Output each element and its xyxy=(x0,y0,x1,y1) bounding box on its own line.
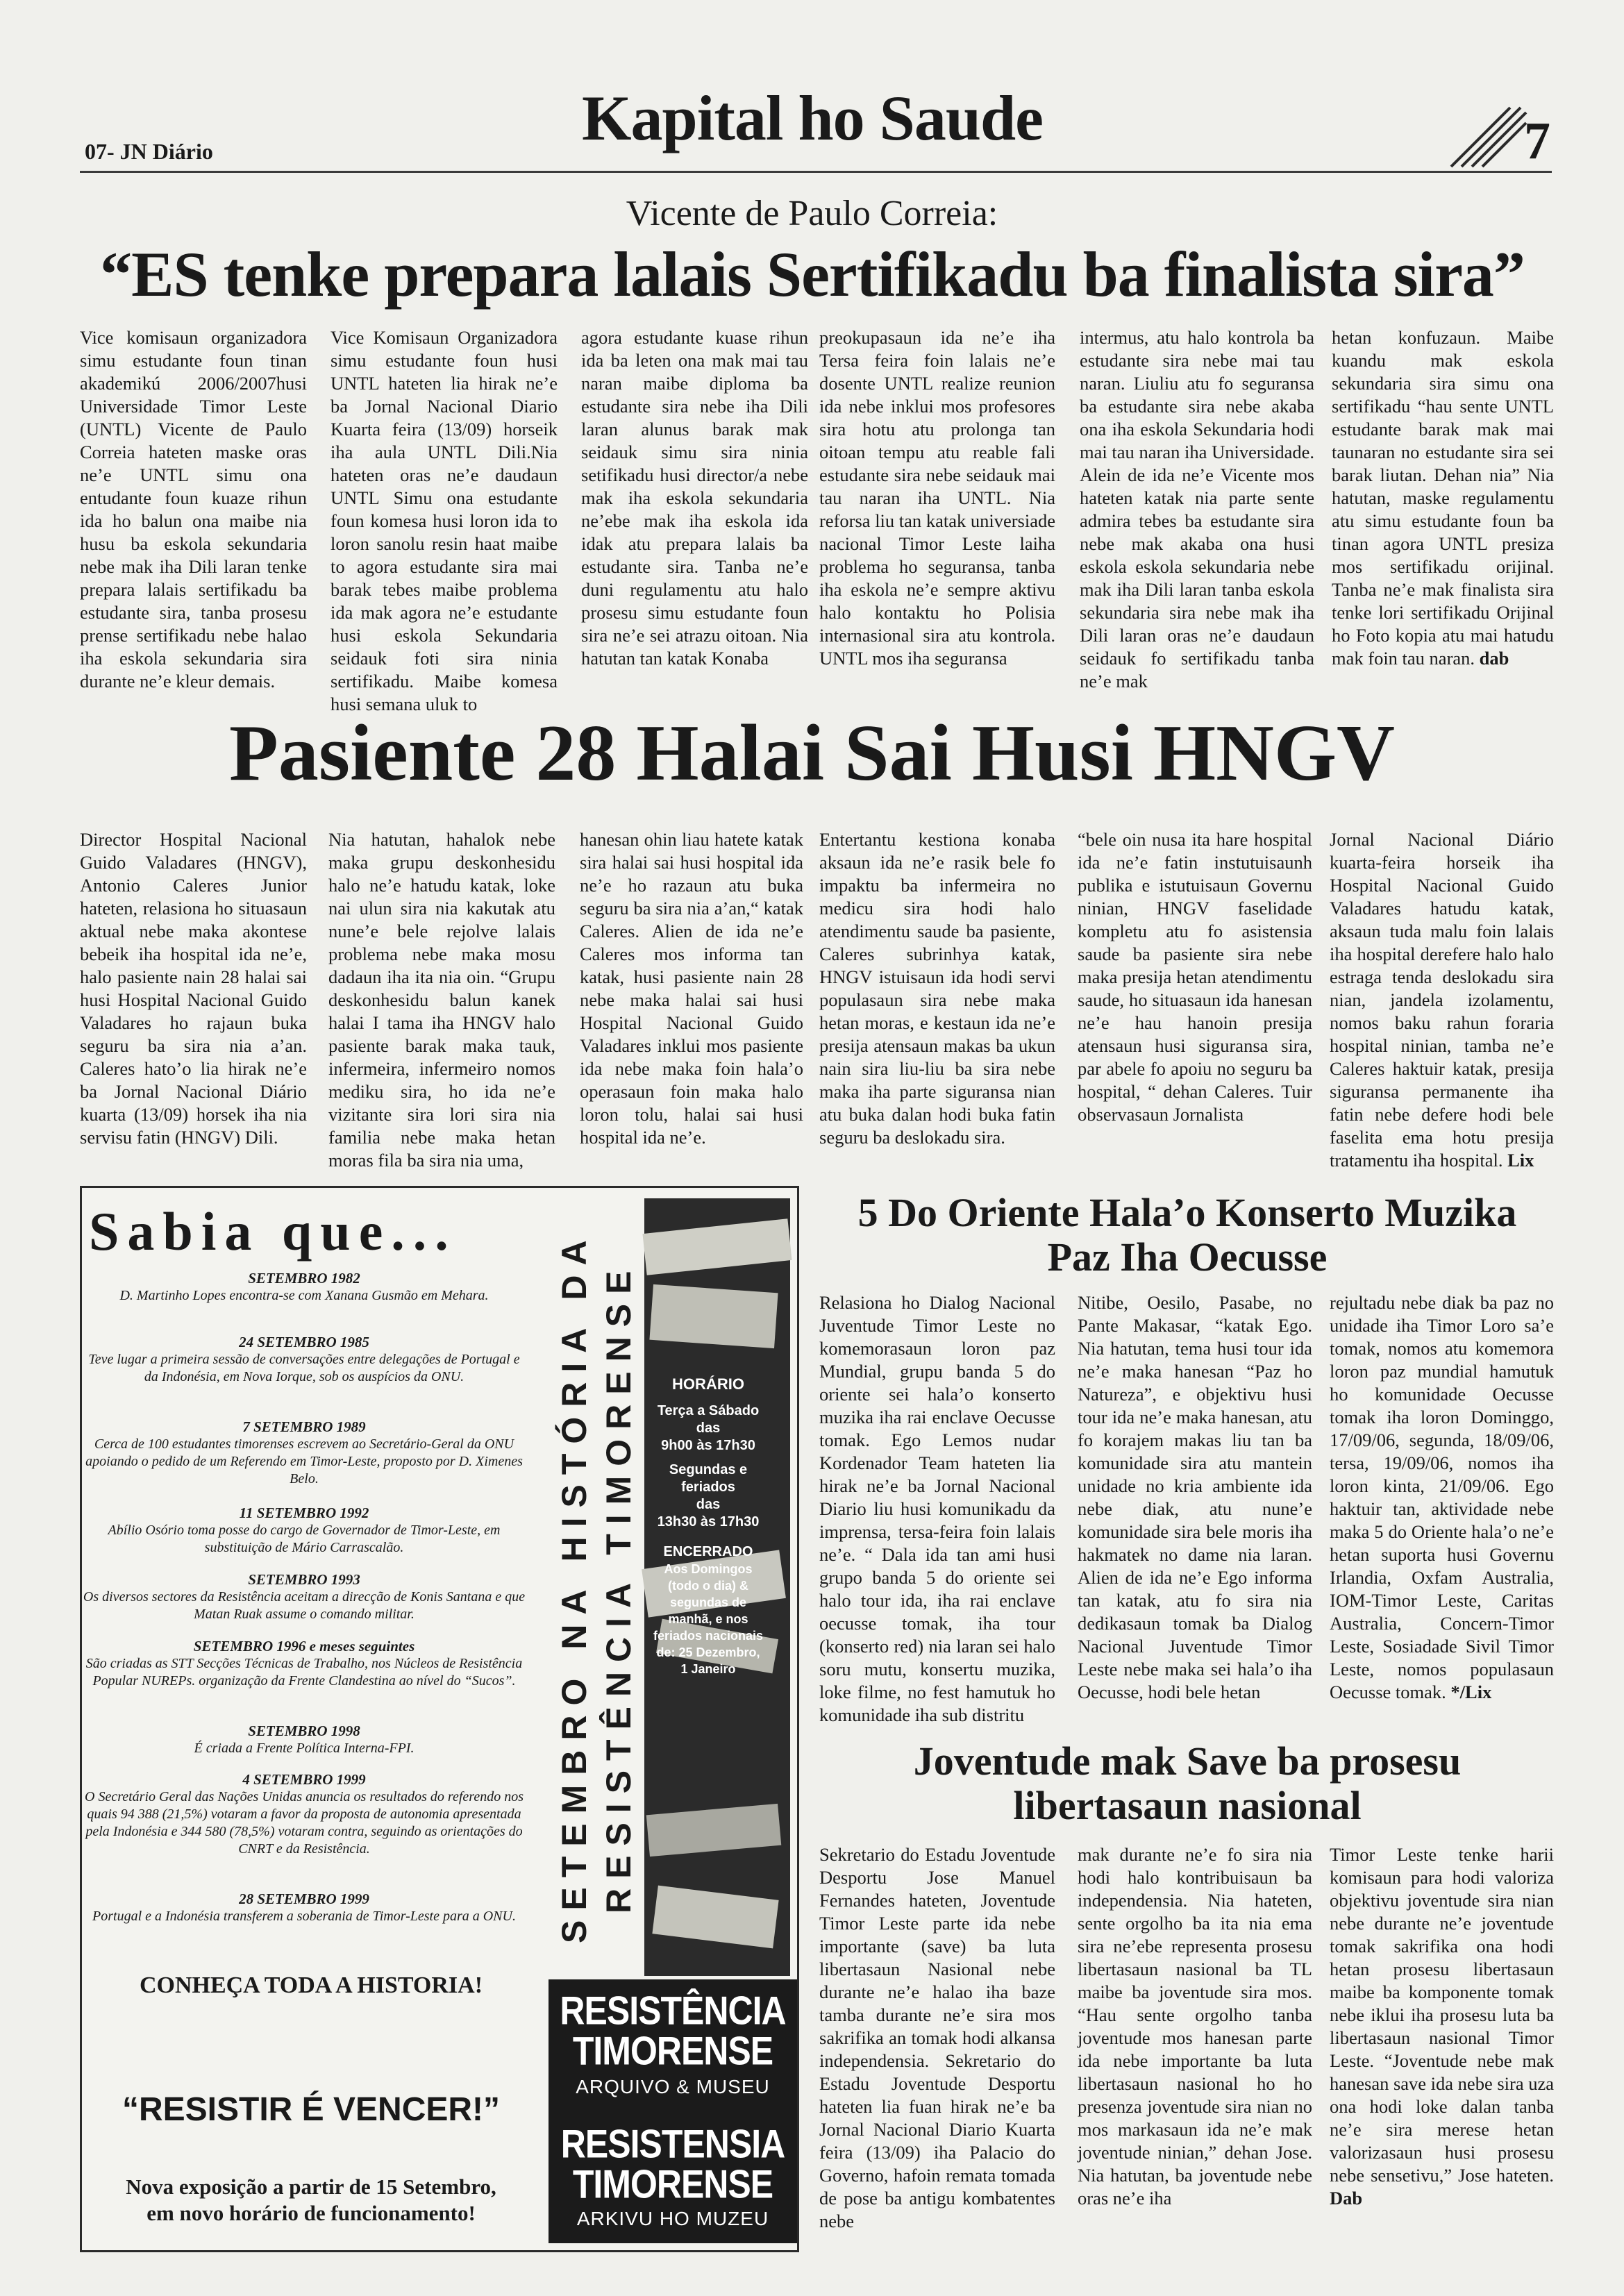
header-rule xyxy=(80,171,1552,173)
horario-line: Terça a Sábado xyxy=(657,1403,760,1418)
article1-kicker: Vicente de Paulo Correia: xyxy=(626,194,998,233)
exhibition-notice-line2: em novo horário de funcionamento! xyxy=(147,2201,476,2225)
museum-logo-tetum xyxy=(549,2118,797,2243)
decorative-slashes-icon xyxy=(1444,97,1527,174)
event-text: Portugal e a Indonésia transferem a soberania de Timor-Leste para a ONU. xyxy=(92,1909,516,1924)
article1-text-6: hetan konfuzaun. Maibe kuandu mak eskola sekundaria sira simu ona sertifikadu “hau sente UNTL estudante barak mak mai taunaran no estudante sira sei barak liutan. Dehan nia” Nia hatutan, maske regulamentu atu simu estudante foun ba tinan agora UNTL presiza mos sertifikadu orijinal. Tanba ne’e mak finalista sira tenke lori sertifikadu Orijinal ho Foto kopia atu mai hatudu mak foin tau naran. xyxy=(1332,327,1554,669)
article3-col3 xyxy=(1330,1291,1554,1736)
article2-signature: Lix xyxy=(1507,1150,1534,1171)
article4-headline-line2: libertasaun nasional xyxy=(1013,1783,1362,1828)
article1-headline: “ES tenke prepara lalais Sertifikadu ba finalista sira” xyxy=(100,239,1525,310)
event-4 xyxy=(82,1505,526,1557)
article3-col2 xyxy=(1078,1291,1312,1736)
event-5 xyxy=(82,1571,526,1623)
event-date: SETEMBRO 1982 xyxy=(248,1270,360,1287)
event-text: São criadas as STT Secções Técnicas de Trabalho, nos Núcleos de Resistência Popular NUREPs. organização da Frente Clandestina ao nível do “Sucos”. xyxy=(85,1656,523,1689)
encerrado-title: ENCERRADO xyxy=(663,1544,753,1559)
event-date: SETEMBRO 1993 xyxy=(248,1571,360,1588)
logo-sub: ARQUIVO & MUSEU xyxy=(576,2076,770,2097)
page-number: 7 xyxy=(1524,112,1550,170)
encerrado-text: Aos Domingos (todo o dia) & segundas de manhã, e nos feriados nacionais de: 25 Dezembro, 1 Janeiro xyxy=(653,1562,764,1676)
article2-text-1: Director Hospital Nacional Guido Valadares (HNGV), Antonio Caleres Junior hateten, relasiona ho situasaun aktual nebe maka akontese bebeik iha hospital ida ne’e, halo pasiente nain 28 halai sai husi Hospital Nacional Guido Valadares ho rajaun buka seguru ba sira nia a’an. Caleres hato’o lia hirak ne’e ba Jornal Nacional Diário kuarta (13/09) horsek iha nia servisu fatin (HNGV) Dili. xyxy=(80,829,307,1148)
logo-line1: RESISTENSIA xyxy=(560,2121,785,2167)
event-text: Os diversos sectores da Resistência aceitam a direcção de Konis Santana e que Matan Ruak assume o comando militar. xyxy=(83,1589,526,1622)
article1-col2 xyxy=(330,326,558,714)
article2-col6 xyxy=(1330,828,1554,1175)
sabia-que-box xyxy=(80,1186,799,2252)
article1-col3 xyxy=(581,326,808,701)
event-date: 7 SETEMBRO 1989 xyxy=(242,1418,366,1435)
event-6 xyxy=(82,1638,526,1690)
event-3 xyxy=(82,1418,526,1488)
article4-text-3: Timor Leste tenke harii komisaun para hodi valoriza objektivu joventude sira nian nebe durante ne’e joventude tomak sakrifika ona hodi hetan prosesu libertasaun maibe ba komponente tomak nebe iklui iha prosesu luta ba libertasaun nasional Timor Leste. “Joventude nebe mak hanesan save ida nebe sira uza ona hodi loke dalan tanba ne’e sira merese hetan valorizasaun husi prosesu nebe sensetivu,” Jose hateten. xyxy=(1330,1844,1554,2186)
event-date: 4 SETEMBRO 1999 xyxy=(242,1771,366,1788)
event-8 xyxy=(82,1771,526,1858)
collage-paper xyxy=(642,1218,792,1275)
event-text: D. Martinho Lopes encontra-se com Xanana Gusmão em Mehara. xyxy=(119,1288,489,1303)
page-label: 07- JN Diário xyxy=(85,139,213,164)
article3-text-1: Relasiona ho Dialog Nacional Juventude Timor Leste no komemorasaun loron paz Mundial, grupu banda 5 do oriente sei hala’o konserto muzika iha rai enclave Oecusse tomak. Ego Lemos nudar Kordenador Team hateten lia hirak ne’e ba Jornal Nacional Diario liu husi komunikadu da imprensa, tersa-feira foin lalais ne’e. “ Dala ida tan ami husi grupo banda 5 do oriente sei halo tour ida, iha rai enclave oecusse tomak, iha tour (konserto red) nia laran sei halo soru mutu, konsertu muzika, loke filme, no fest hamutuk ho komunidade iha sub distritu xyxy=(819,1292,1055,1725)
logo-line1: RESISTÊNCIA xyxy=(560,1988,786,2034)
article3-text-3: rejultadu nebe diak ba paz no unidade iha Timor Loro sa’e tomak, nomos atu komemora loron paz mundial hamutuk ho komunidade Oecusse tomak iha loron Dominggo, 17/09/06, segunda, 18/09/06, tersa, 19/09/06, nomos iha loron kinta, 21/09/06. Ego haktuir tan, aktividade nebe maka 5 do Oriente hala’o ne’e hetan suporta husi Governu Irlandia, Oxfam Australia, IOM-Timor Leste, Caritas Australia, Concern-Timor Leste, Sosiadade Sivil Timor Leste, nomos populasaun Oecusse tomak. xyxy=(1330,1292,1554,1702)
article1-col6 xyxy=(1332,326,1554,701)
article1-col4 xyxy=(819,326,1055,701)
article2-col4 xyxy=(819,828,1055,1175)
poster-vertical-title2: RESISTÊNCIA TIMORENSE xyxy=(599,1261,638,1913)
collage-paper xyxy=(649,1284,778,1348)
article1-col1 xyxy=(80,326,307,701)
event-9 xyxy=(82,1891,526,1925)
event-2 xyxy=(82,1334,526,1386)
article4-col2 xyxy=(1078,1843,1312,2260)
event-date: 11 SETEMBRO 1992 xyxy=(239,1505,369,1521)
article1-col5 xyxy=(1080,326,1314,701)
conheca-slogan: CONHEÇA TODA A HISTORIA! xyxy=(139,1972,483,1998)
museum-poster xyxy=(549,1188,797,2250)
article3-col1 xyxy=(819,1291,1055,1736)
article2-col5 xyxy=(1078,828,1312,1175)
article2-headline: Pasiente 28 Halai Sai Husi HNGV xyxy=(229,709,1395,798)
article3-headline xyxy=(809,1191,1566,1280)
poster-vertical-title: SETEMBRO NA HISTÓRIA DA xyxy=(555,1230,594,1944)
opening-hours xyxy=(653,1375,764,1677)
article4-headline-line1: Joventude mak Save ba prosesu xyxy=(913,1738,1462,1784)
article3-headline-line1: 5 Do Oriente Hala’o Konserto Muzika xyxy=(857,1190,1517,1235)
event-text: Abílio Osório toma posse do cargo de Governador de Timor-Leste, em substituição de Mário Carrascalão. xyxy=(108,1523,501,1555)
sabia-title: Sabia que... xyxy=(89,1201,457,1262)
event-text: É criada a Frente Política Interna-FPI. xyxy=(194,1741,415,1756)
exhibition-notice-line1: Nova exposição a partir de 15 Setembro, xyxy=(126,2175,496,2199)
horario-line: das xyxy=(696,1421,721,1436)
article4-signature: Dab xyxy=(1330,2188,1363,2209)
article1-text-5: intermus, atu halo kontrola ba estudante sira nebe mai tau naran. Liuliu atu fo seguransa ba estudante sira nebe akaba ona iha eskola Sekundaria hodi mai tau naran iha Universidade. Alein de ida ne’e Vicente mos hateten katak nia parte sente admira tebes ba estudante sira nebe mak akaba ona husi eskola eskola sekundaria nebe mak iha Dili laran tanba eskola sekundaria sira nebe mak iha Dili laran oras ne’e daudaun seidauk fo sertifikadu tanba ne’e mak xyxy=(1080,327,1314,692)
event-date: 28 SETEMBRO 1999 xyxy=(239,1891,369,1907)
logo-line2: TIMORENSE xyxy=(572,2161,773,2207)
exhibition-notice xyxy=(82,2174,540,2227)
article2-text-4: Entertantu kestiona konaba aksaun ida ne’e rasik bele fo impaktu ba infermeira no medicu sira hodi halo atendimentu saude ba pasiente, Caleres subrinhya katak, HNGV istuisaun ida hodi servi populasaun sira nebe maka hetan moras, e kestaun ida ne’e presija atensaun makas ba ukun nain sira liu-liu ba sira nebe maka iha parte siguransa nian atu buka dalan hodi buka fatin seguru ba deslokadu sira. xyxy=(819,829,1055,1148)
event-text: Teve lugar a primeira sessão de conversações entre delegações de Portugal e da Indonésia, em Nova Iorque, sob os auspícios da ONU. xyxy=(88,1352,520,1384)
event-7 xyxy=(82,1723,526,1757)
article4-text-1: Sekretario do Estadu Joventude Desportu Jose Manuel Fernandes hateten, Joventude Timor Leste parte ida nebe importante (save) ba luta libertasaun Nasional nebe durante ne’e halao iha baze tamba durante ne’e sira mos sakrifika an tomak hodi alkansa independensia. Sekretario do Estadu Joventude Desportu hateten lia fuan hirak ne’e ba Jornal Nacional Diario Kuarta feira (13/09) iha Palacio do Governo, hafoin remata tomada de pose ba antigu kombatentes nebe xyxy=(819,1844,1055,2231)
horario-title: HORÁRIO xyxy=(672,1375,744,1393)
article4-col1 xyxy=(819,1843,1055,2260)
article3-text-2: Nitibe, Oesilo, Pasabe, no Pante Makasar, “katak Ego. Nia hatutan, tema husi tour ida ne’e maka hanesan “Paz ho Natureza”, e objektivu husi tour ida ne’e maka hanesan, atu fo korajem makas liu tan ba komunidade sira atu mantein unidade no kria ambiente ida nebe diak, atu nune’e komunidade sira bele moris iha hakmatek no dame nia laran. Alien de ida ne’e Ego informa tan katak, atu fo sira nia dedikasaun tomak ba Dialog Nacional Juventude Timor Leste nebe maka sei hala’o iha Oecusse, hodi bele hetan xyxy=(1078,1292,1312,1702)
article2-text-6: Jornal Nacional Diário kuarta-feira horseik iha Hospital Nacional Guido Valadares hatudu katak, aksaun tuda malu foin lalais iha hospital derefere halo halo estraga tenda deslokadu sira nian, jandela izolamentu, nomos baku rahun foraria hospital ninian, tamba ne’e Caleres haktuir katak, presija siguransa permanente iha fatin nebe defere hodi bele faselita ema hotu presija tratamentu iha hospital. xyxy=(1330,829,1554,1171)
article2-text-2: Nia hatutan, hahalok nebe maka grupu deskonhesidu halo ne’e hatudu katak, loke nai ulun sira nia kakutak atu nune’e bele rejolve lalais problema nebe maka mosu dadaun iha ita nia oin. “Grupu deskonhesidu balun kanek halai I tama iha HNGV halo pasiente barak maka tauk, infermeira, infermeiro nomos mediku sira, ho ida ne’e vizitante sira lori sira nia familia nebe maka hetan moras fila ba sira nia uma, xyxy=(328,829,555,1171)
article1-text-2: Vice Komisaun Organizadora simu estudante foun husi UNTL hateten lia hirak ne’e ba Jornal Nacional Diario Kuarta feira (13/09) horseik iha aula UNTL Dili.Nia hateten oras ne’e daudaun UNTL Simu ona estudante foun komesa husi loron ida to loron sanolu resin haat maibe to agora estudante sira mai barak tebes maibe problema ida mak agora ne’e estudante husi eskola Sekundaria seidauk foti sira ninia sertifikadu. Maibe komesa husi semana uluk to xyxy=(330,327,558,714)
article2-col3 xyxy=(580,828,803,1175)
article4-text-2: mak durante ne’e fo sira nia hodi halo kontribuisaun ba independensia. Nia hateten, sente orgolho ba ita nia ema sira ne’ebe representa prosesu libertasaun nasional ba TL maibe ba joventude sira mos. “Hau sente orgolho tanba joventude mos hanesan parte ida nebe importante ba luta libertasaun nasional ho ho presenza joventude sira nian no mos markasaun ida ne’e mak joventude ninian,” dehan Jose. Nia hatutan, ba joventude nebe oras ne’e iha xyxy=(1078,1844,1312,2209)
horario-line: Segundas e feriados xyxy=(669,1462,748,1495)
event-date: 24 SETEMBRO 1985 xyxy=(239,1334,369,1350)
article4-headline xyxy=(809,1739,1566,1828)
article3-signature: */Lix xyxy=(1450,1682,1492,1702)
article1-text-1: Vice komisaun organizadora simu estudante foun tinan akademikú 2006/2007husi Universidade Timor Leste (UNTL) Vicente de Paulo Correia hateten maske oras ne’e UNTL simu ona entudante foun kuaze rihun ida ho balun ona maibe nia husu ba eskola sekundaria nebe mak iha Dili laran tenke prepara lalais sertifikadu ba estudante sira, tanba prosesu prense sertifikadu nebe halao iha eskola sekundaria sira durante ne’e kleur demais. xyxy=(80,327,307,692)
article2-text-5: “bele oin nusa ita hare hospital ida ne’e fatin instutuisaunh publika e istutuisaun Governu ninian, HNGV faselidade kompletu atu fo asistensia saude ba pasiente sira nebe maka presija hetan atendimentu saude, ho situasaun ida hanesan ne’e hau hanoin presija atensaun husi siguransa sira, par abele fo apoiu no seguru ba hospital, “ dehan Caleres. Tuir observasaun Jornalista xyxy=(1078,829,1312,1125)
event-text: O Secretário Geral das Nações Unidas anuncia os resultados do referendo nos quais 94 388 (21,5%) votaram a favor da proposta de autonomia apresentada pela Indonésia e 344 580 (78,5%) votaram contra, seguindo as orientações do CNRT e da Resistência. xyxy=(85,1789,524,1857)
event-text: Cerca de 100 estudantes timorenses escrevem ao Secretário-Geral da ONU apoiando o pedido de um Referendo em Timor-Leste, proposto por D. Ximenes Belo. xyxy=(85,1436,523,1486)
article1-text-3: agora estudante kuase rihun ida ba leten ona mak mai tau naran maibe diploma ba estudante sira nebe iha Dili laran alunus barak mak seidauk simu sira ninia setifikadu husi director/a nebe mak iha eskola sekundaria ne’ebe mak iha eskola ida idak atu prepara lalais ba estudante sira. Tanba ne’e duni regulamentu atu halo prosesu simu estudante foun sira ne’e sei atrazu oitoan. Nia hatutan tan katak Konaba xyxy=(581,327,808,669)
article2-col2 xyxy=(328,828,555,1175)
article2-text-3: hanesan ohin liau hatete katak sira halai sai husi hospital ida ne’e ho razaun atu buka seguru ba sira nia a’an,“ katak Caleres. Alien de ida ne’e Caleres mos informa tan katak, husi pasiente nain 28 nebe maka halai sai husi Hospital Nacional Guido Valadares inklui mos pasiente ida nebe maka foin hala’o operasaun foin maka halo loron tolu, halai sai husi hospital ida ne’e. xyxy=(580,829,803,1148)
event-date: SETEMBRO 1998 xyxy=(248,1723,360,1739)
resistir-slogan: “RESISTIR É VENCER!” xyxy=(122,2091,501,2128)
event-1 xyxy=(82,1270,526,1305)
logo-sub: ARKIVU HO MUZEU xyxy=(576,2208,769,2229)
article3-headline-line2: Paz Iha Oecusse xyxy=(1047,1234,1328,1280)
horario-line: 9h00 às 17h30 xyxy=(661,1438,755,1453)
article1-signature: dab xyxy=(1479,648,1509,669)
event-date: SETEMBRO 1996 e meses seguintes xyxy=(193,1638,415,1654)
collage-paper xyxy=(652,1886,778,1949)
section-title: Kapital ho Saude xyxy=(582,83,1043,153)
museum-logo-portuguese xyxy=(549,1979,797,2118)
article1-text-4: preokupasaun ida ne’e iha Tersa feira foin lalais ne’e dosente UNTL realize reunion ida nebe inklui mos profesores sira hotu atu prolonga tan oitoan tempu atu reable fali estudante sira nebe seidauk mai tau naran iha UNTL. Nia reforsa liu tan katak universiade nacional Timor Leste laiha problema ho seguransa, tanba iha eskola ne’e sempre aktivu halo kontaktu ho Polisia internasional sira atu kontrola. UNTL mos iha seguransa xyxy=(819,327,1055,669)
horario-line: 13h30 às 17h30 xyxy=(657,1514,760,1530)
horario-line: das xyxy=(696,1497,721,1512)
logo-line2: TIMORENSE xyxy=(572,2028,773,2074)
article4-col3 xyxy=(1330,1843,1554,2260)
article2-col1 xyxy=(80,828,307,1175)
collage-paper xyxy=(646,1804,782,1857)
